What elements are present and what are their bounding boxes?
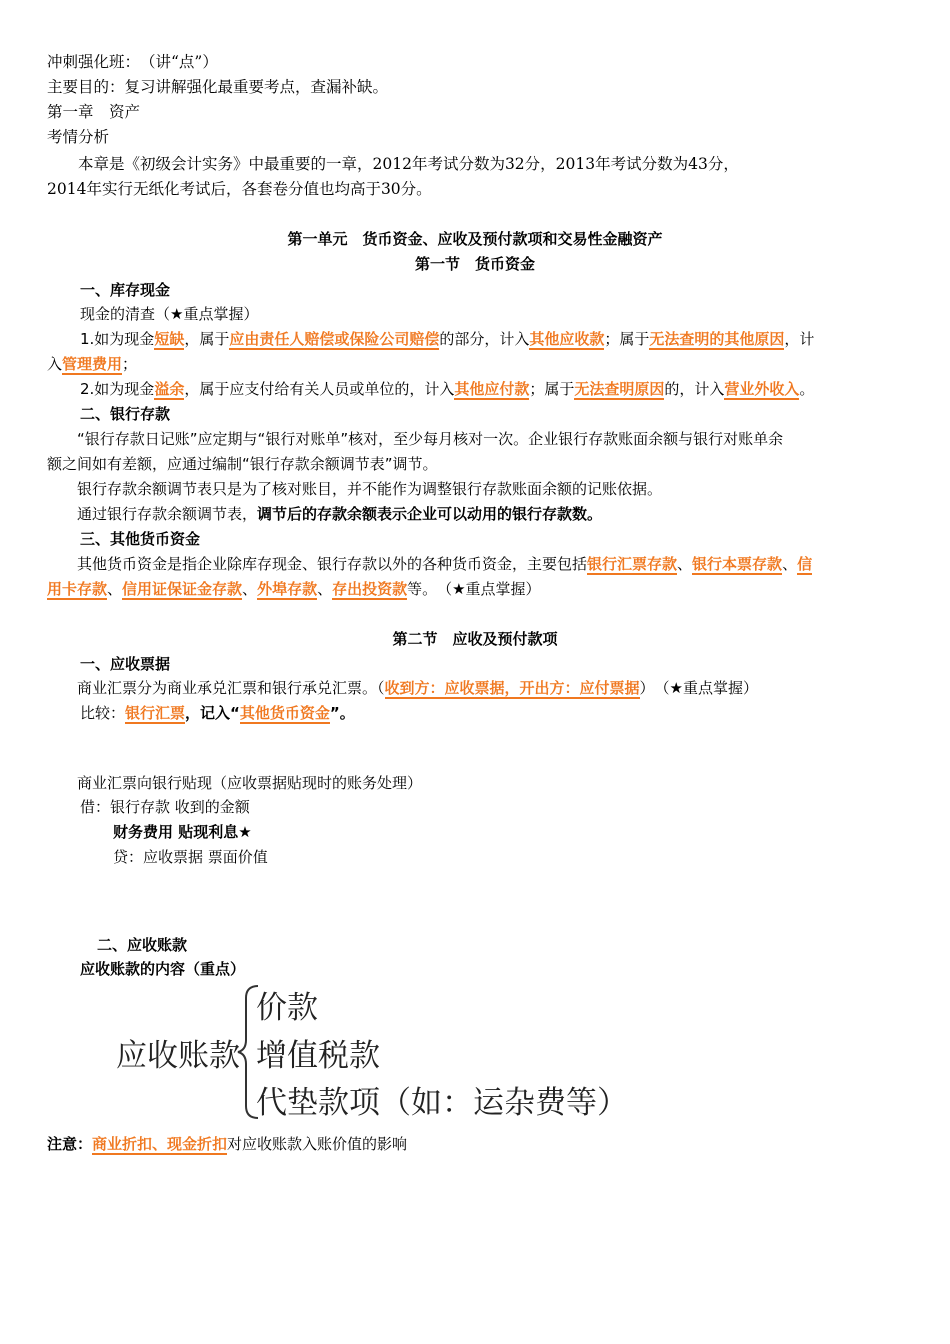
text: 、 (107, 580, 123, 598)
receivable-heading: 二、应收账款 (97, 936, 188, 954)
notes-heading: 一、应收票据 (80, 655, 171, 673)
text: ，计 (784, 330, 815, 348)
notes-p1 (62, 677, 905, 698)
highlight: 溢余 (154, 380, 185, 398)
highlight: 无法查明原因 (574, 380, 665, 398)
diagram-item-vat: 增值税款 (256, 1038, 380, 1074)
text: ，属于 (184, 330, 230, 348)
diagram-item-price: 价款 (256, 990, 318, 1026)
text: ，属于应支付给有关人员或单位的，计入 (184, 380, 455, 398)
text: 等。 （★重点掌握） (407, 580, 541, 598)
text: 2.如为现金 (80, 380, 155, 398)
bank-heading: 二、银行存款 (80, 405, 171, 423)
analysis-heading: 考情分析 (47, 128, 110, 146)
entry-fee: 财务费用 贴现利息★ (113, 823, 252, 841)
bank-p1b: 额之间如有差额，应通过编制“银行存款余额调节表”调节。 (47, 455, 438, 473)
text: ；属于 (604, 330, 650, 348)
cash-surplus-line (80, 378, 905, 399)
highlight: 应由责任人赔偿或保险公司赔偿 (229, 330, 440, 348)
highlight: 银行汇票存款 (587, 555, 678, 573)
text: ”。 (329, 704, 355, 722)
discount-title: 商业汇票向银行贴现（应收票据贴现时的账务处理） (62, 774, 423, 792)
other-funds-p2 (47, 578, 905, 599)
entry-debit: 借：银行存款 收到的金额 (80, 798, 250, 816)
bank-p1a: “银行存款日记账”应定期与“银行对账单”核对，至少每月核对一次。企业银行存款账面余额与银行对账单余 (62, 430, 784, 448)
text: 、 (317, 580, 333, 598)
text: 、 (782, 555, 798, 573)
text: 通过银行存款余额调节表， (62, 505, 258, 523)
bank-p2: 银行存款余额调节表只是为了核对账目，并不能作为调整银行存款账面余额的记账依据。 (62, 480, 663, 498)
section-title-2: 第二节 应收及预付款项 (392, 630, 558, 648)
cash-heading: 一、库存现金 (80, 281, 171, 299)
highlight: 其他应收款 (529, 330, 605, 348)
text: 、 (677, 555, 693, 573)
receivable-content: 应收账款的内容（重点） (80, 960, 246, 978)
highlight: 收到方：应收票据，开出方：应付票据 (384, 679, 640, 697)
highlight: 用卡存款 (47, 580, 108, 598)
highlight: 存出投资款 (332, 580, 408, 598)
text: 1.如为现金 (80, 330, 155, 348)
text: 对应收账款入账价值的影响 (227, 1135, 408, 1153)
cash-shortage-line (80, 328, 905, 349)
text: 的部分，计入 (439, 330, 530, 348)
main-purpose: 主要目的：复习讲解强化最重要考点，查漏补缺。 (47, 78, 389, 96)
receivable-diagram (110, 982, 630, 1132)
text: 、 (242, 580, 258, 598)
highlight: 无法查明的其他原因 (649, 330, 785, 348)
highlight: 其他应付款 (454, 380, 530, 398)
course-title: 冲刺强化班： （讲“点”） (47, 53, 218, 71)
receivable-note (47, 1133, 905, 1154)
highlight: 信用证保证金存款 (122, 580, 243, 598)
highlight: 外埠存款 (257, 580, 318, 598)
text: 商业汇票分为商业承兑汇票和银行承兑汇票。（ (62, 679, 385, 697)
highlight: 银行汇票 (125, 704, 186, 722)
highlight: 信 (797, 555, 813, 573)
bold-text: 调节后的存款余额表示企业可以动用的银行存款数。 (257, 505, 603, 523)
diagram-root: 应收账款 (116, 1038, 240, 1074)
other-funds-p1 (62, 553, 905, 574)
text: ） （★重点掌握） (639, 679, 758, 697)
text: 其他货币资金是指企业除库存现金、银行存款以外的各种货币资金，主要包括 (62, 555, 588, 573)
highlight: 商业折扣、现金折扣 (92, 1135, 228, 1153)
section-title-1: 第一节 货币资金 (414, 255, 535, 273)
notes-compare (80, 702, 905, 723)
diagram-item-advance: 代垫款项（如：运杂费等） (256, 1085, 628, 1121)
analysis-text-2: 2014年实行无纸化考试后，各套卷分值也均高于30分。 (47, 180, 432, 198)
other-funds-heading: 三、其他货币资金 (80, 530, 201, 548)
highlight: 管理费用 (62, 355, 123, 373)
entry-credit: 贷：应收票据 票面价值 (113, 848, 268, 866)
text: ，记入“ (185, 704, 240, 722)
analysis-text-1: 本章是《初级会计实务》中最重要的一章，2012年考试分数为32分，2013年考试分数为43分， (47, 155, 739, 173)
highlight: 其他货币资金 (239, 704, 330, 722)
highlight: 银行本票存款 (692, 555, 783, 573)
text: 比较： (80, 704, 126, 722)
text: 入 (47, 355, 63, 373)
text: ； (122, 355, 138, 373)
unit-title: 第一单元 货币资金、应收及预付款项和交易性金融资产 (287, 230, 663, 248)
text: ；属于 (529, 380, 575, 398)
cash-check: 现金的清查（★重点掌握） (80, 305, 259, 323)
chapter-title: 第一章 资产 (47, 103, 141, 121)
note-label: 注意： (47, 1135, 93, 1153)
highlight: 短缺 (154, 330, 185, 348)
text: 。 (799, 380, 815, 398)
text: 的，计入 (664, 380, 725, 398)
highlight: 营业外收入 (724, 380, 800, 398)
cash-shortage-line-2 (47, 353, 905, 374)
bank-p3 (62, 503, 905, 524)
